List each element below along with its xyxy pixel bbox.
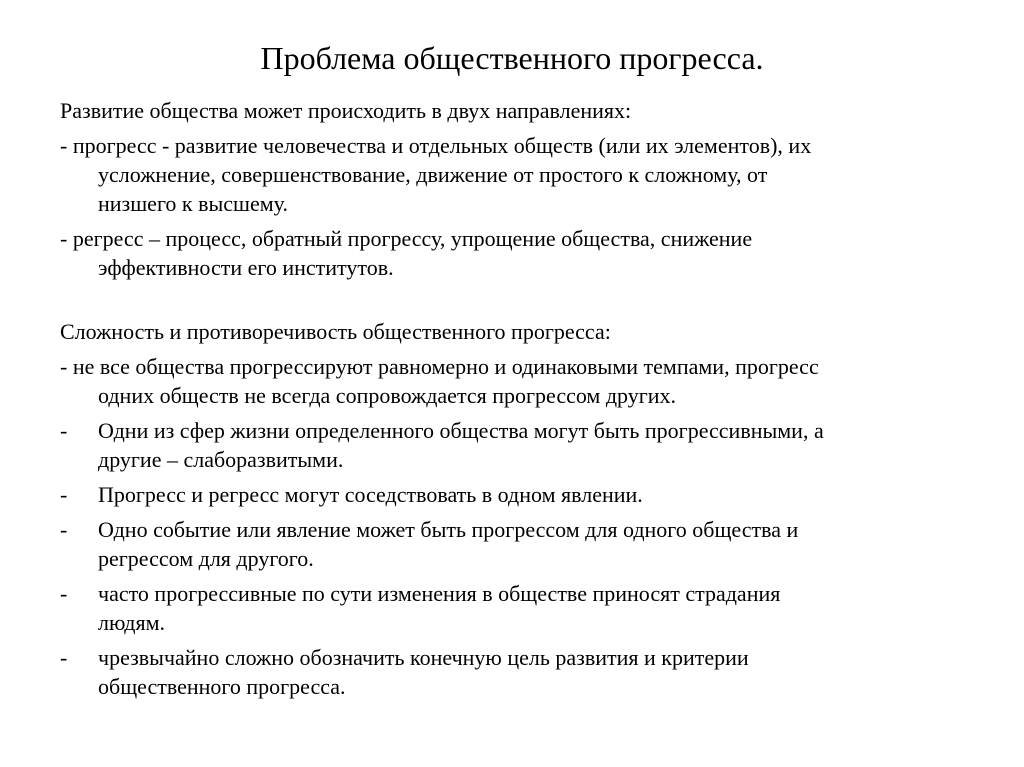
list-item-line: эффективности его институтов. (98, 255, 394, 280)
list-item-line: регрессом для другого. (98, 546, 314, 571)
list-item-line: усложнение, совершенствование, движение от простого к сложному, от (98, 162, 768, 187)
list-item-uneven (60, 352, 990, 410)
dash-bullet: - (60, 482, 68, 507)
list-item-line: низшего к высшему. (98, 191, 288, 216)
list-item-line: общественного прогресса. (98, 674, 346, 699)
list-item-line: одних обществ не всегда сопровождается прогрессом других. (98, 383, 677, 408)
list-item-progress (60, 131, 990, 218)
list-item-line: Прогресс и регресс могут соседствовать в одном явлении. (98, 482, 643, 507)
list-item-line: часто прогрессивные по сути изменения в обществе приносят страдания (98, 581, 781, 606)
section1-heading: Развитие общества может происходить в двух направлениях: (60, 98, 632, 123)
list-item-line: чрезвычайно сложно обозначить конечную цель развития и критерии (98, 645, 749, 670)
dash-bullet: - (60, 645, 68, 670)
slide-title: Проблема общественного прогресса. (260, 40, 764, 76)
list-item (60, 643, 990, 701)
dash-bullet: - (60, 418, 68, 443)
list-item-line: - не все общества прогрессируют равномерно и одинаковыми темпами, прогресс (60, 354, 819, 379)
list-item (60, 480, 990, 509)
section2-heading: Сложность и противоречивость общественного прогресса: (60, 319, 611, 344)
list-item-line: Одно событие или явление может быть прогрессом для одного общества и (98, 517, 799, 542)
dash-bullet: - (60, 581, 68, 606)
dash-bullet: - (60, 517, 68, 542)
list-item (60, 416, 990, 474)
list-item-line: людям. (98, 610, 166, 635)
list-item (60, 515, 990, 573)
slide-body (60, 96, 990, 701)
list-item-line: - регресс – процесс, обратный прогрессу, упрощение общества, снижение (60, 226, 753, 251)
list-item-line: Одни из сфер жизни определенного общества могут быть прогрессивными, а (98, 418, 824, 443)
list-item-regress (60, 224, 990, 282)
list-item-line: - прогресс - развитие человечества и отдельных обществ (или их элементов), их (60, 133, 812, 158)
list-item-line: другие – слаборазвитыми. (98, 447, 344, 472)
list-item (60, 579, 990, 637)
